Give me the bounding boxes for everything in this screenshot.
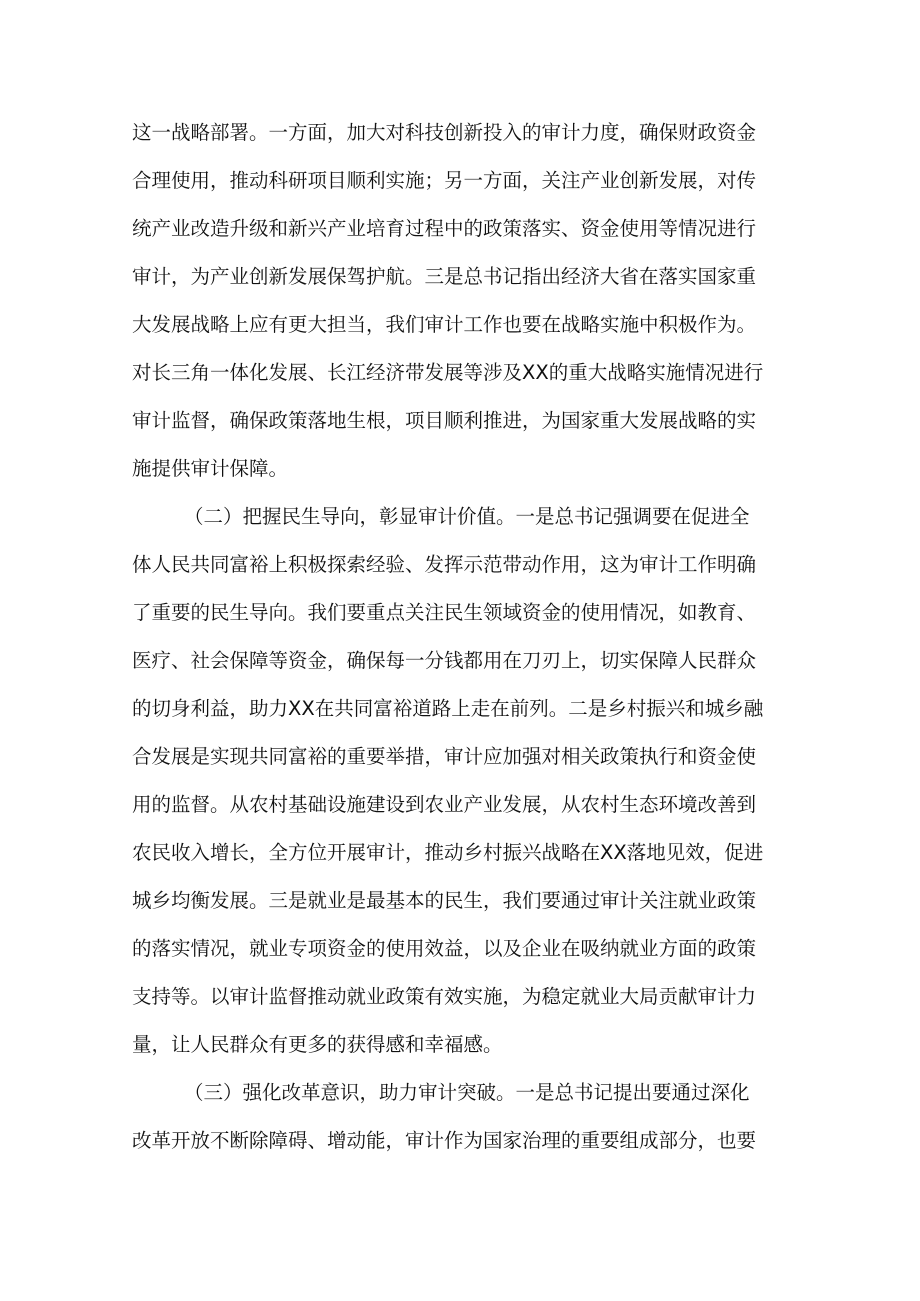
paragraph-line: 审计，为产业创新发展保驾护航。三是总书记指出经济大省在落实国家重 <box>132 265 757 288</box>
paragraph-line: 审计监督，确保政策落地生根，项目顺利推进，为国家重大发展战略的实 <box>132 409 757 432</box>
paragraph-line: 量，让人民群众有更多的获得感和幸福感。 <box>132 1033 503 1056</box>
paragraph-line: 统产业改造升级和新兴产业培育过程中的政策落实、资金使用等情况进行 <box>132 217 757 240</box>
paragraph-line: 对长三角一体化发展、长江经济带发展等涉及XX的重大战略实施情况进行 <box>132 361 764 384</box>
paragraph-line: 改革开放不断除障碍、增动能，审计作为国家治理的重要组成部分，也要 <box>132 1129 757 1152</box>
paragraph-line: （二）把握民生导向，彰显审计价值。一是总书记强调要在促进全 <box>184 505 750 528</box>
paragraph-line: （三）强化改革意识，助力审计突破。一是总书记提出要通过深化 <box>184 1081 750 1104</box>
paragraph-line: 这一战略部署。一方面，加大对科技创新投入的审计力度，确保财政资金 <box>132 121 757 144</box>
paragraph-line: 体人民共同富裕上积极探索经验、发挥示范带动作用，这为审计工作明确 <box>132 553 757 576</box>
paragraph-line: 的切身利益，助力XX在共同富裕道路上走在前列。二是乡村振兴和城乡融 <box>132 697 764 720</box>
paragraph-line: 了重要的民生导向。我们要重点关注民生领域资金的使用情况，如教育、 <box>132 601 757 624</box>
paragraph-line: 施提供审计保障。 <box>132 457 289 480</box>
paragraph-line: 的落实情况，就业专项资金的使用效益，以及企业在吸纳就业方面的政策 <box>132 937 757 960</box>
paragraph-line: 农民收入增长，全方位开展审计，推动乡村振兴战略在XX落地见效，促进 <box>132 841 764 864</box>
paragraph-livelihood <box>132 493 782 1069</box>
paragraph-strategy-continuation <box>132 109 782 493</box>
paragraph-line: 合发展是实现共同富裕的重要举措，审计应加强对相关政策执行和资金使 <box>132 745 757 768</box>
paragraph-line: 用的监督。从农村基础设施建设到农业产业发展，从农村生态环境改善到 <box>132 793 757 816</box>
paragraph-line: 城乡均衡发展。三是就业是最基本的民生，我们要通过审计关注就业政策 <box>132 889 757 912</box>
paragraph-line: 大发展战略上应有更大担当，我们审计工作也要在战略实施中积极作为。 <box>132 313 757 336</box>
paragraph-line: 医疗、社会保障等资金，确保每一分钱都用在刀刃上，切实保障人民群众 <box>132 649 757 672</box>
paragraph-line: 支持等。以审计监督推动就业政策有效实施，为稳定就业大局贡献审计力 <box>132 985 757 1008</box>
paragraph-reform <box>132 1069 782 1165</box>
paragraph-line: 合理使用，推动科研项目顺利实施；另一方面，关注产业创新发展，对传 <box>132 169 757 192</box>
